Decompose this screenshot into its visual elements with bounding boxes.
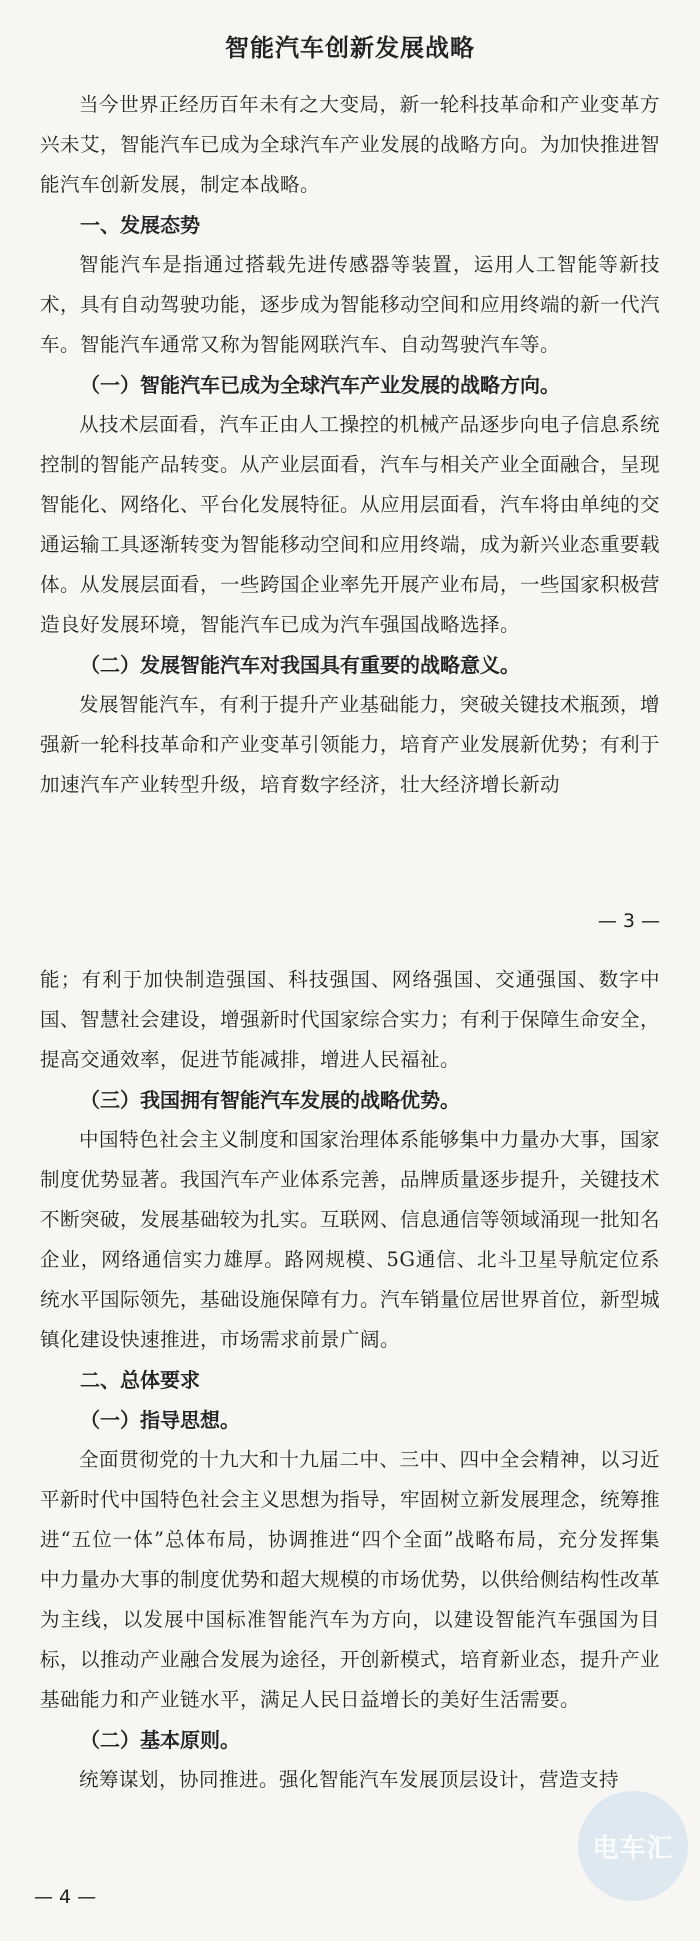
subsection-heading-1: （一）智能汽车已成为全球汽车产业发展的战略方向。 (80, 373, 560, 397)
document-page-4 (0, 960, 700, 1941)
subsection3-paragraph: 中国特色社会主义制度和国家治理体系能够集中力量办大事，国家制度优势显著。我国汽车产业体系完善，品牌质量逐步提升，关键技术不断突破，发展基础较为扎实。互联网、信息通信等领域涌现一批知名企业，网络通信实力雄厚。路网规模、5G通信、北斗卫星导航定位系统水平国际领先，基础设施保障有力。汽车销量位居世界首位，新型城镇化建设快速推进，市场需求前景广阔。 (40, 1128, 661, 1351)
document-title: 智能汽车创新发展战略 (225, 34, 475, 62)
subsection-heading-2: （二）发展智能汽车对我国具有重要的战略意义。 (80, 653, 520, 677)
watermark-text: 电车汇 (592, 1833, 674, 1864)
section-heading-development-trend: 一、发展态势 (80, 213, 200, 237)
guiding-ideology-paragraph: 全面贯彻党的十九大和十九届二中、三中、四中全会精神，以习近平新时代中国特色社会主义思想为指导，牢固树立新发展理念，统筹推进“五位一体”总体布局，协调推进“四个全面”战略布局，充分发挥集中力量办大事的制度优势和超大规模的市场优势，以供给侧结构性改革为主线，以发展中国标准智能汽车为方向，以建设智能汽车强国为目标，以推动产业融合发展为途径，开创新模式，培育新业态，提升产业基础能力和产业链水平，满足人民日益增长的美好生活需要。 (40, 1448, 661, 1711)
section1-intro-paragraph: 智能汽车是指通过搭载先进传感器等装置，运用人工智能等新技术，具有自动驾驶功能，逐步成为智能移动空间和应用终端的新一代汽车。智能汽车通常又称为智能网联汽车、自动驾驶汽车等。 (40, 253, 661, 356)
intro-paragraph: 当今世界正经历百年未有之大变局，新一轮科技革命和产业变革方兴未艾，智能汽车已成为全球汽车产业发展的战略方向。为加快推进智能汽车创新发展，制定本战略。 (40, 93, 661, 196)
subsection-heading-guiding-ideology: （一）指导思想。 (80, 1408, 240, 1432)
page-number: — 3 — (597, 910, 660, 932)
basic-principles-paragraph: 统筹谋划，协同推进。强化智能汽车发展顶层设计，营造支持 (79, 1768, 620, 1791)
document-page-3 (0, 0, 700, 960)
subsection-heading-basic-principles: （二）基本原则。 (80, 1728, 240, 1752)
subsection2-paragraph-continued: 能；有利于加快制造强国、科技强国、网络强国、交通强国、数字中国、智慧社会建设，增强新时代国家综合实力；有利于保障生命安全，提高交通效率，促进节能减排，增进人民福祉。 (40, 968, 661, 1071)
watermark-logo (578, 1791, 688, 1901)
section-heading-overall-requirements: 二、总体要求 (80, 1368, 200, 1392)
subsection-heading-3: （三）我国拥有智能汽车发展的战略优势。 (80, 1088, 460, 1112)
subsection2-paragraph: 发展智能汽车，有利于提升产业基础能力，突破关键技术瓶颈，增强新一轮科技革命和产业变革引领能力，培育产业发展新优势；有利于加速汽车产业转型升级，培育数字经济，壮大经济增长新动 (40, 693, 661, 796)
subsection1-paragraph: 从技术层面看，汽车正由人工操控的机械产品逐步向电子信息系统控制的智能产品转变。从产业层面看，汽车与相关产业全面融合，呈现智能化、网络化、平台化发展特征。从应用层面看，汽车将由单纯的交通运输工具逐渐转变为智能移动空间和应用终端，成为新兴业态重要载体。从发展层面看，一些跨国企业率先开展产业布局，一些国家积极营造良好发展环境，智能汽车已成为汽车强国战略选择。 (40, 413, 661, 636)
page-number: — 4 — (34, 1886, 97, 1908)
